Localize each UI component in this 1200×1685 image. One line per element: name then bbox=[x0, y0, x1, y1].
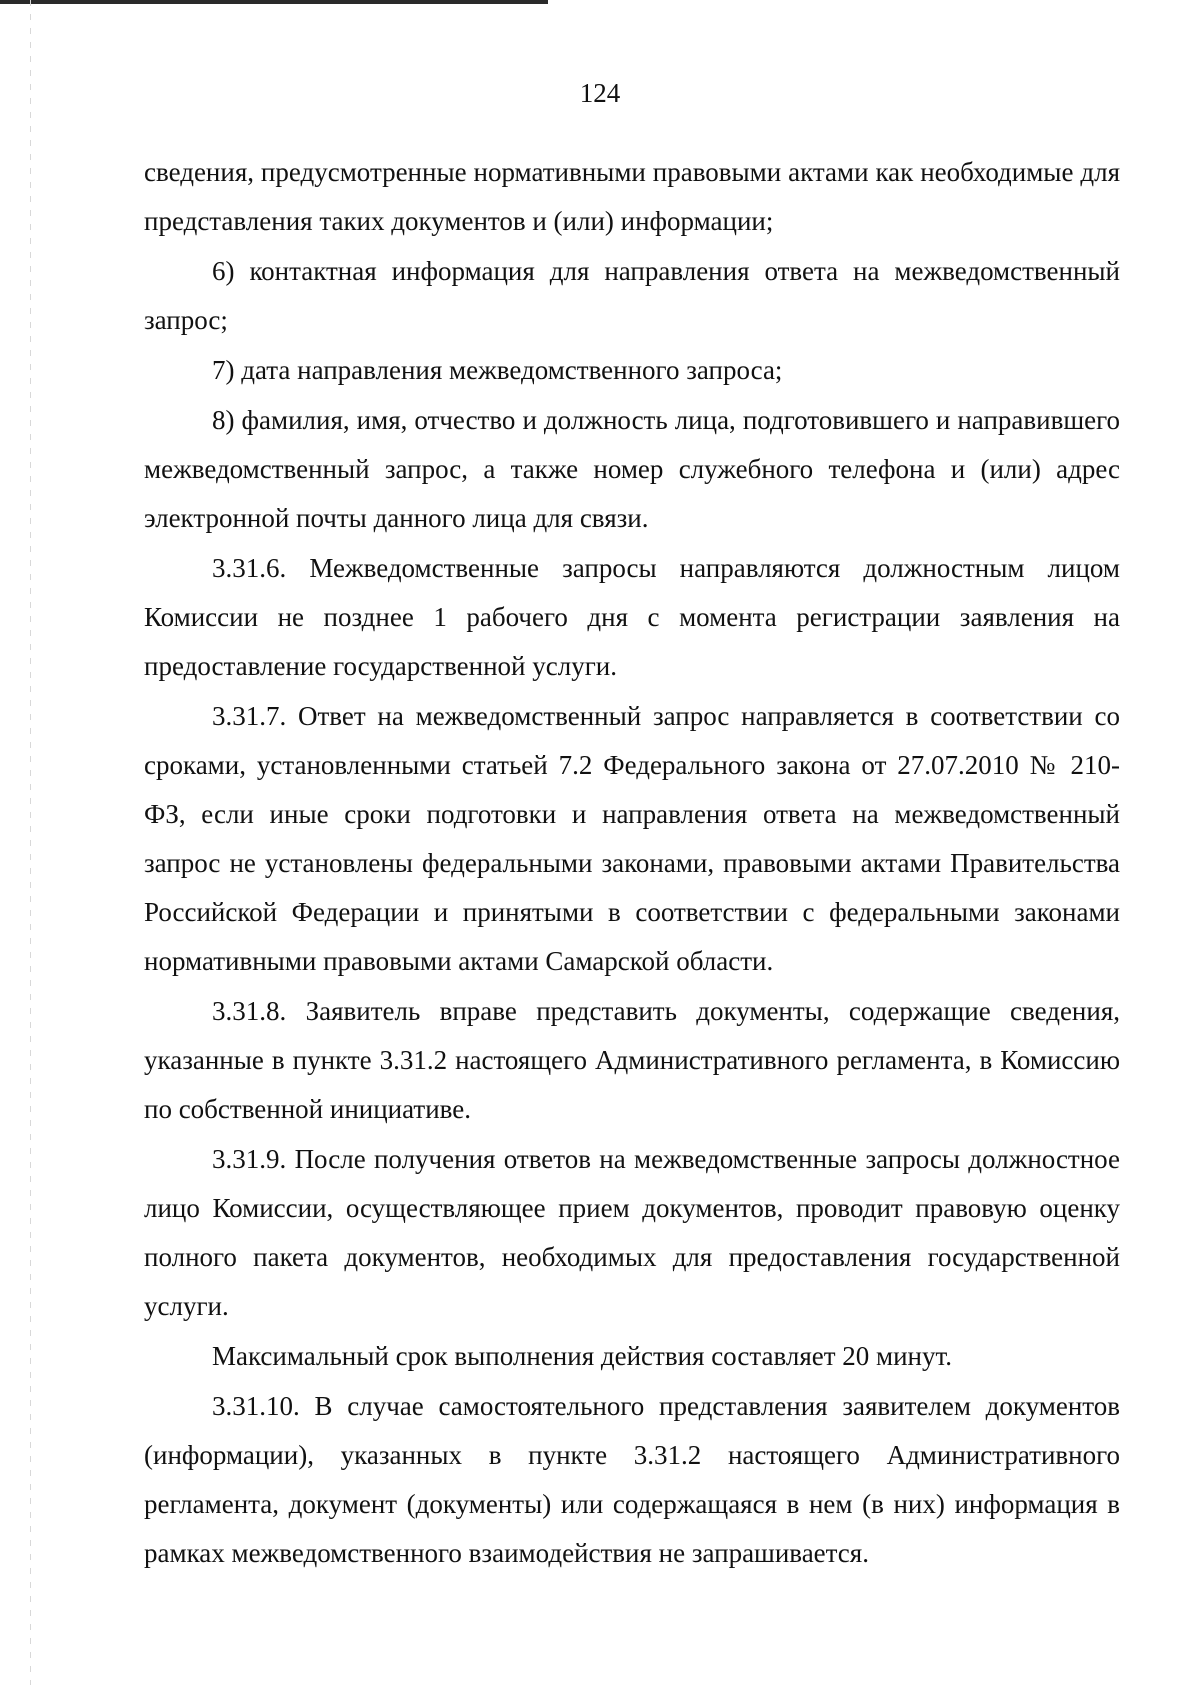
paragraph-3-31-8: 3.31.8. Заявитель вправе представить документы, содержащие сведения, указанные в пункте 3.31.2 настоящего Административного регламента, в Комиссию по собственной инициативе. bbox=[144, 996, 1120, 1124]
paragraph-item-6: 6) контактная информация для направления ответа на межведомственный запрос; bbox=[144, 256, 1120, 335]
paragraph-3-31-7: 3.31.7. Ответ на межведомственный запрос направляется в соответствии со сроками, установленными статьей 7.2 Федерального закона от 27.07.2010 № 210-ФЗ, если иные сроки подготовки и направления ответа на межведомственный запрос не установлены федеральными законами, правовыми актами Правительства Российской Федерации и принятыми в соответствии с федеральными законами нормативными правовыми актами Самарской области. bbox=[144, 701, 1120, 976]
paragraph-item-7: 7) дата направления межведомственного запроса; bbox=[212, 355, 783, 385]
page-number: 124 bbox=[579, 78, 621, 108]
paragraph-continuation: сведения, предусмотренные нормативными правовыми актами как необходимые для представления таких документов и (или) информации; bbox=[144, 157, 1120, 236]
paragraph-3-31-6: 3.31.6. Межведомственные запросы направляются должностным лицом Комиссии не позднее 1 рабочего дня с момента регистрации заявления на предоставление государственной услуги. bbox=[144, 553, 1120, 681]
paragraph-3-31-10: 3.31.10. В случае самостоятельного представления заявителем документов (информации), указанных в пункте 3.31.2 настоящего Административного регламента, документ (документы) или содержащаяся в нем (в них) информация в рамках межведомственного взаимодействия не запрашивается. bbox=[144, 1391, 1120, 1568]
paragraph-3-31-9: 3.31.9. После получения ответов на межведомственные запросы должностное лицо Комиссии, осуществляющее прием документов, проводит правовую оценку полного пакета документов, необходимых для предоставления государственной услуги. bbox=[144, 1144, 1120, 1321]
paragraph-max-time: Максимальный срок выполнения действия составляет 20 минут. bbox=[212, 1341, 953, 1371]
document-body bbox=[144, 148, 1120, 1579]
scan-edge-bar bbox=[0, 0, 548, 4]
scan-margin-line bbox=[30, 0, 31, 1685]
paragraph-item-8: 8) фамилия, имя, отчество и должность лица, подготовившего и направившего межведомственный запрос, а также номер служебного телефона и (или) адрес электронной почты данного лица для связи. bbox=[144, 405, 1120, 533]
